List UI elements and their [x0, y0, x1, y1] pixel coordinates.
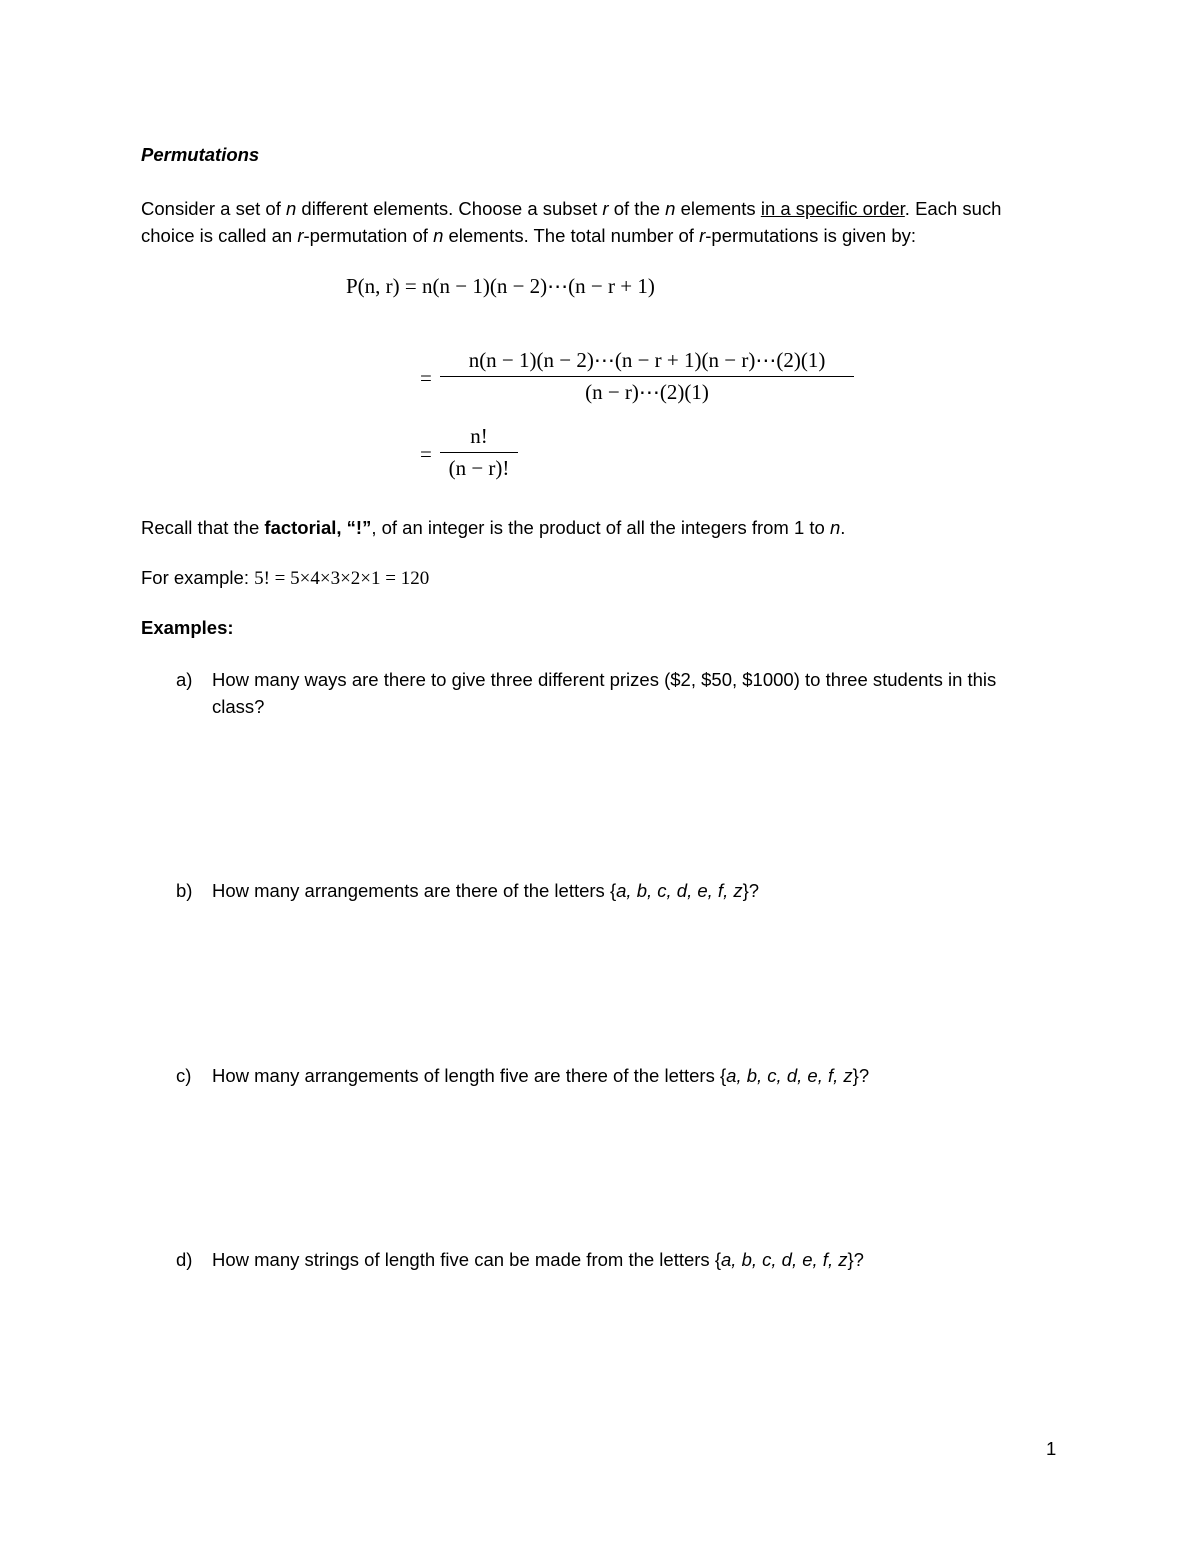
question-d-label: d) [176, 1249, 193, 1270]
examples-heading: Examples: [141, 617, 234, 638]
fraction-1-bar [440, 376, 854, 377]
question-a-line-2: class? [212, 696, 265, 717]
intro-line-1: Consider a set of n different elements. Choose a subset r of the n elements in a specific order. Each such [141, 198, 1002, 219]
question-b-label: b) [176, 880, 193, 901]
fraction-2-numerator: n! [470, 424, 488, 448]
emphasis-specific-order: in a specific order [760, 198, 905, 219]
formula-fraction-2 [440, 424, 518, 481]
intro-line-2: choice is called an r-permutation of n elements. The total number of r-permutations is given by: [141, 225, 917, 246]
formula-equals-1: = [420, 366, 432, 390]
formula-line-1: P(n, r) = n(n − 1)(n − 2)⋯(n − r + 1) [346, 274, 655, 298]
page-title: Permutations [141, 144, 260, 165]
question-c-label: c) [176, 1065, 192, 1086]
factorial-example: For example: 5! = 5×4×3×2×1 = 120 [141, 567, 430, 589]
recall-factorial: Recall that the factorial, “!”, of an integer is the product of all the integers from 1 to n. [141, 517, 846, 538]
question-c-text: How many arrangements of length five are there of the letters {a, b, c, d, e, f, z}? [212, 1065, 870, 1086]
question-d-text: How many strings of length five can be made from the letters {a, b, c, d, e, f, z}? [212, 1249, 864, 1270]
question-b-text: How many arrangements are there of the letters {a, b, c, d, e, f, z}? [212, 880, 760, 901]
fraction-1-numerator: n(n − 1)(n − 2)⋯(n − r + 1)(n − r)⋯(2)(1) [468, 348, 826, 372]
question-a-label: a) [176, 669, 193, 690]
fraction-2-denominator: (n − r)! [448, 456, 510, 480]
formula-fraction-1 [440, 348, 854, 405]
fraction-1-denominator: (n − r)⋯(2)(1) [585, 380, 709, 404]
formula-equals-2: = [420, 442, 432, 466]
fraction-2-bar [440, 452, 518, 453]
question-a-line-1: How many ways are there to give three different prizes ($2, $50, $1000) to three students in this [212, 669, 997, 690]
page-number: 1 [1046, 1438, 1057, 1459]
